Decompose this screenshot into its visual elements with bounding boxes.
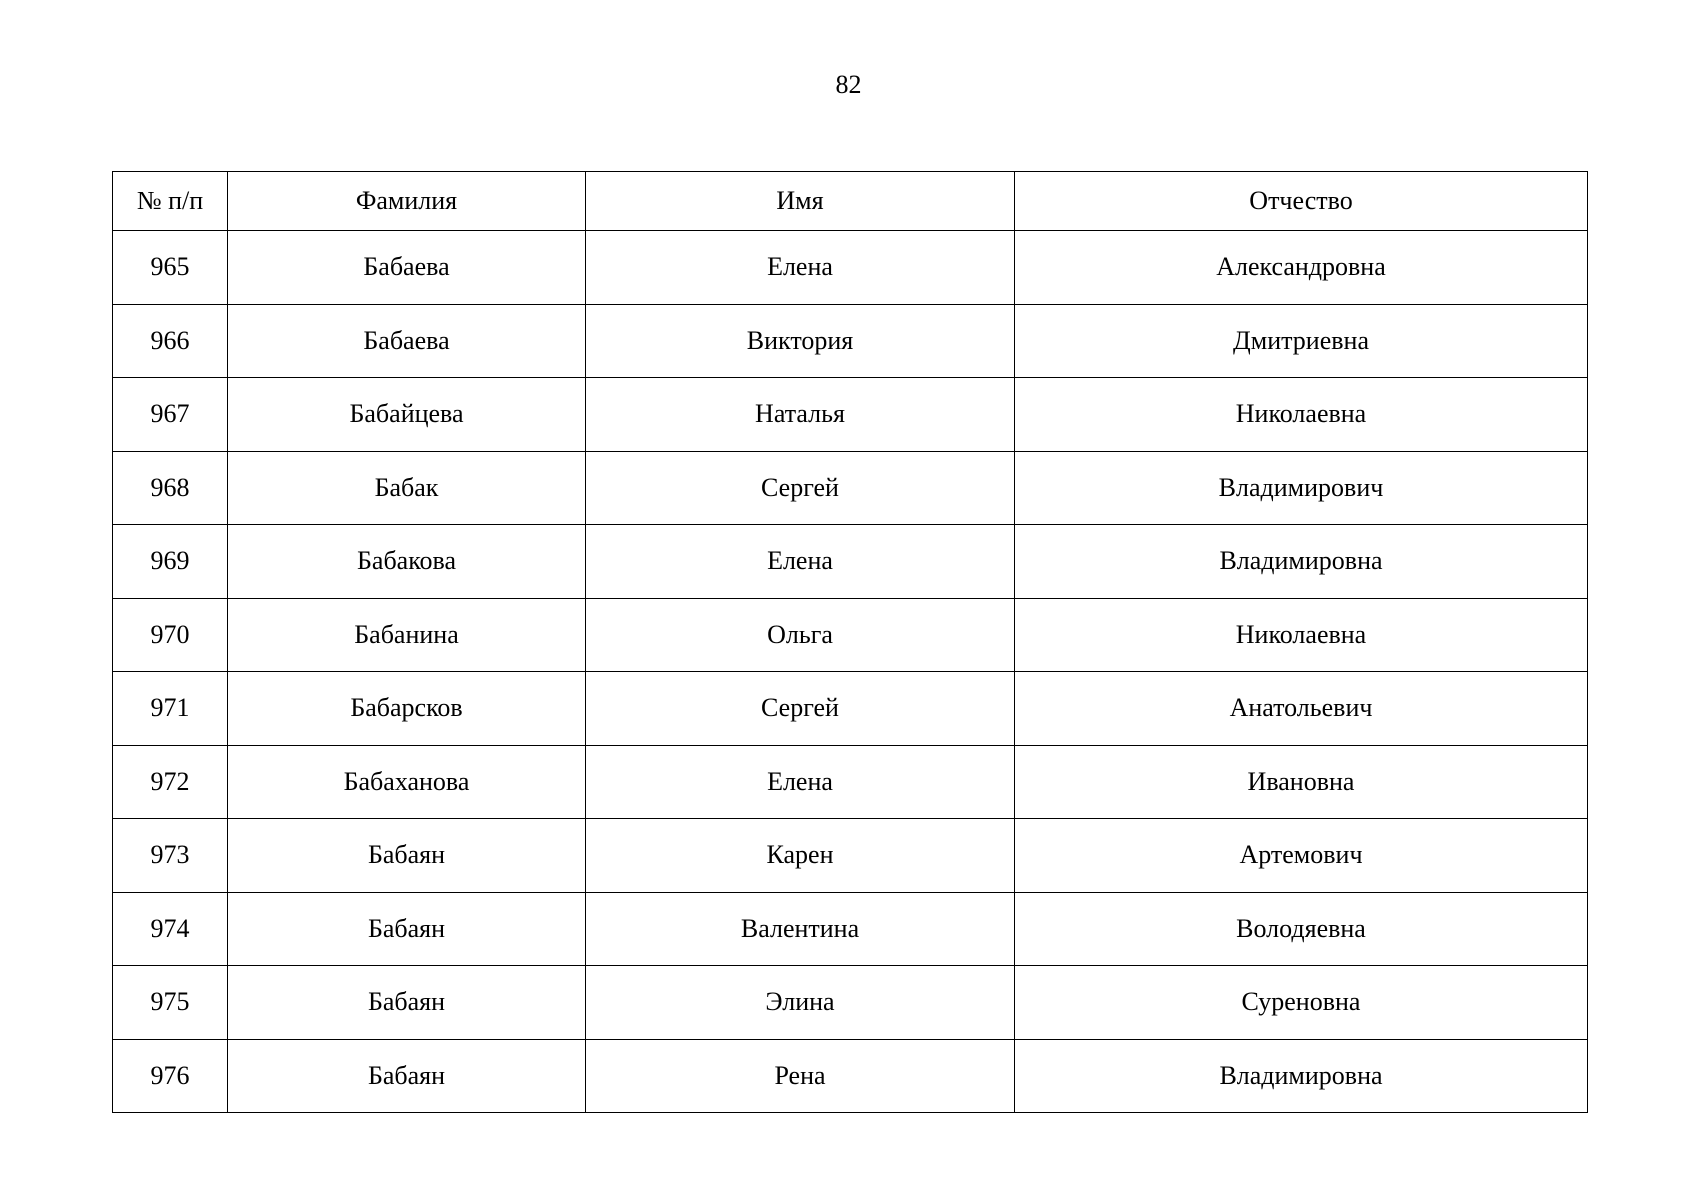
cell-last-name: Бабанина xyxy=(228,598,586,672)
cell-last-name: Бабаян xyxy=(228,1039,586,1113)
cell-patronymic: Артемович xyxy=(1015,819,1588,893)
cell-first-name: Сергей xyxy=(586,672,1015,746)
cell-first-name: Елена xyxy=(586,525,1015,599)
cell-number: 973 xyxy=(113,819,228,893)
cell-last-name: Бабаханова xyxy=(228,745,586,819)
table-row xyxy=(113,819,1588,893)
cell-last-name: Бабаян xyxy=(228,966,586,1040)
cell-number: 965 xyxy=(113,231,228,305)
table-row xyxy=(113,451,1588,525)
cell-first-name: Элина xyxy=(586,966,1015,1040)
cell-first-name: Валентина xyxy=(586,892,1015,966)
cell-patronymic: Володяевна xyxy=(1015,892,1588,966)
cell-patronymic: Суреновна xyxy=(1015,966,1588,1040)
cell-first-name: Сергей xyxy=(586,451,1015,525)
cell-last-name: Бабарсков xyxy=(228,672,586,746)
table-row xyxy=(113,1039,1588,1113)
cell-last-name: Бабаян xyxy=(228,892,586,966)
registry-table xyxy=(112,171,1588,1113)
cell-last-name: Бабаева xyxy=(228,231,586,305)
cell-last-name: Бабайцева xyxy=(228,378,586,452)
cell-patronymic: Владимирович xyxy=(1015,451,1588,525)
cell-number: 968 xyxy=(113,451,228,525)
cell-patronymic: Владимировна xyxy=(1015,1039,1588,1113)
table-row xyxy=(113,672,1588,746)
cell-first-name: Виктория xyxy=(586,304,1015,378)
table-row xyxy=(113,892,1588,966)
header-first-name: Имя xyxy=(586,172,1015,231)
cell-number: 971 xyxy=(113,672,228,746)
cell-last-name: Бабаева xyxy=(228,304,586,378)
cell-last-name: Бабакова xyxy=(228,525,586,599)
header-patronymic: Отчество xyxy=(1015,172,1588,231)
cell-patronymic: Анатольевич xyxy=(1015,672,1588,746)
cell-number: 975 xyxy=(113,966,228,1040)
cell-number: 972 xyxy=(113,745,228,819)
cell-patronymic: Владимировна xyxy=(1015,525,1588,599)
table-row xyxy=(113,231,1588,305)
cell-first-name: Наталья xyxy=(586,378,1015,452)
table-row xyxy=(113,525,1588,599)
cell-patronymic: Ивановна xyxy=(1015,745,1588,819)
cell-last-name: Бабак xyxy=(228,451,586,525)
cell-number: 970 xyxy=(113,598,228,672)
cell-first-name: Елена xyxy=(586,745,1015,819)
header-number: № п/п xyxy=(113,172,228,231)
cell-last-name: Бабаян xyxy=(228,819,586,893)
cell-number: 967 xyxy=(113,378,228,452)
cell-first-name: Карен xyxy=(586,819,1015,893)
cell-patronymic: Дмитриевна xyxy=(1015,304,1588,378)
table-row xyxy=(113,378,1588,452)
table-row xyxy=(113,745,1588,819)
cell-first-name: Елена xyxy=(586,231,1015,305)
cell-patronymic: Николаевна xyxy=(1015,378,1588,452)
header-last-name: Фамилия xyxy=(228,172,586,231)
cell-patronymic: Николаевна xyxy=(1015,598,1588,672)
page-number: 82 xyxy=(835,70,862,99)
table-row xyxy=(113,598,1588,672)
cell-first-name: Рена xyxy=(586,1039,1015,1113)
cell-first-name: Ольга xyxy=(586,598,1015,672)
table-header-row xyxy=(113,172,1588,231)
cell-number: 976 xyxy=(113,1039,228,1113)
cell-number: 974 xyxy=(113,892,228,966)
cell-patronymic: Александровна xyxy=(1015,231,1588,305)
cell-number: 966 xyxy=(113,304,228,378)
table-row xyxy=(113,304,1588,378)
table-row xyxy=(113,966,1588,1040)
cell-number: 969 xyxy=(113,525,228,599)
